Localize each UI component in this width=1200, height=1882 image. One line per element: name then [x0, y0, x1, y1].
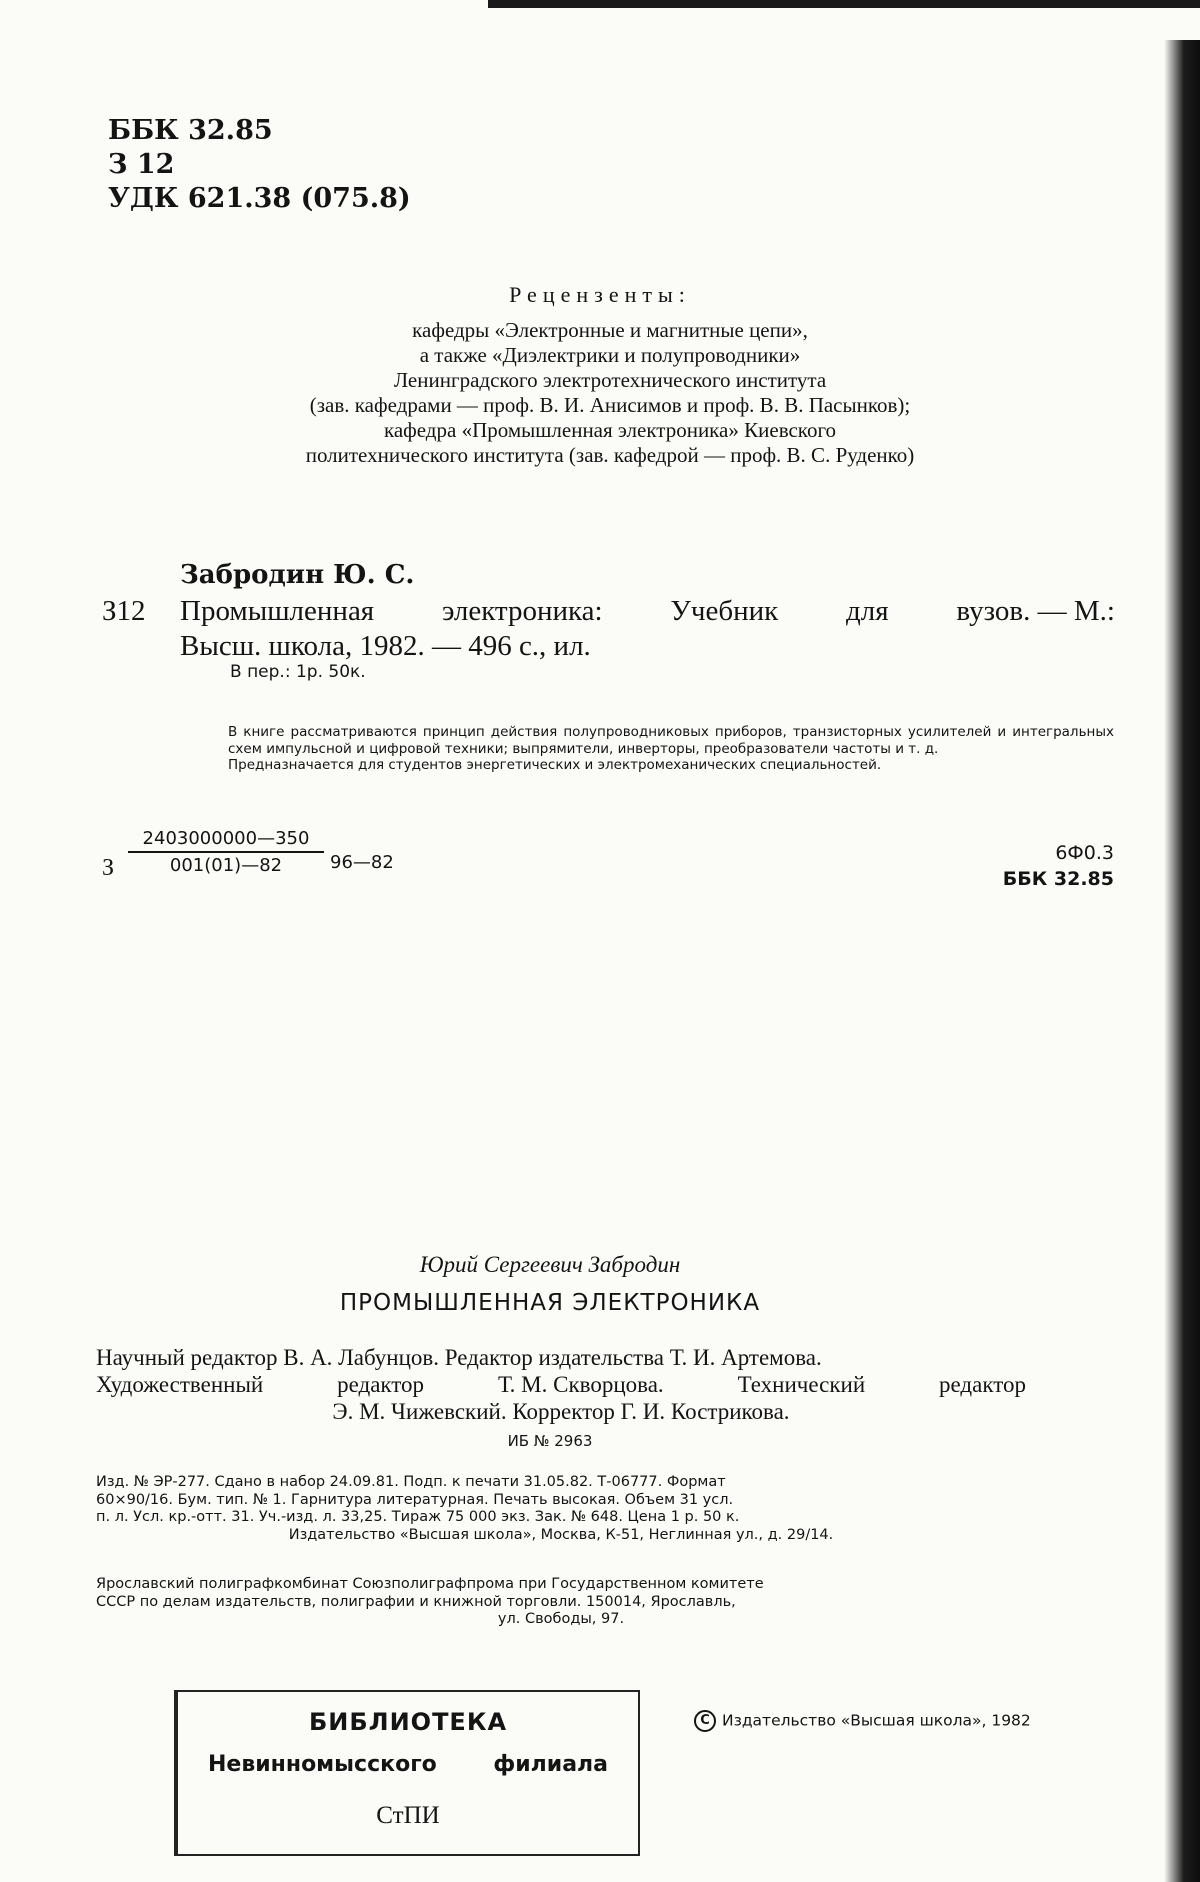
imprint-line: 60×90/16. Бум. тип. № 1. Гарнитура литературная. Печать высокая. Объем 31 усл. — [96, 1491, 734, 1508]
reviewer-line: политехнического института (зав. кафедрой — проф. В. С. Руденко) — [305, 443, 915, 467]
editors-line: Э. М. Чижевский. Корректор Г. И. Кострикова. — [332, 1399, 790, 1424]
stamp-word: Невинномысского — [208, 1752, 437, 1777]
annotation-audience: Предназначается для студентов энергетических и электромеханических специальностей. — [228, 757, 882, 773]
title-word: Учебник — [670, 595, 779, 627]
reviewer-line: кафедра «Промышленная электроника» Киевского — [383, 418, 837, 442]
reviewer-line: (зав. кафедрами — проф. В. И. Анисимов и проф. В. В. Пасынков); — [309, 393, 911, 417]
annotation-text: В книге рассматриваются принцип действия полупроводниковых приборов, транзисторных усилителей и интегральных схем импульсной и цифровой техники; выпрямители, инверторы, преобразователи частоты и т. д. — [228, 724, 1114, 757]
imprint-block — [96, 1474, 1026, 1544]
editors-line: Научный редактор В. А. Лабунцов. Редактор издательства Т. И. Артемова. — [96, 1345, 822, 1370]
index-letter: З — [102, 855, 115, 881]
top-edge-bar — [488, 0, 1200, 8]
editors-block — [96, 1344, 1026, 1425]
author-sign: З 12 — [108, 149, 175, 180]
scan-edge-shadow — [1164, 40, 1200, 1882]
printer-line: СССР по делам издательств, полиграфии и книжной торговли. 150014, Ярославль, — [96, 1593, 736, 1610]
reviewers-list — [160, 318, 1060, 468]
colophon-title: ПРОМЫШЛЕННАЯ ЭЛЕКТРОНИКА — [339, 1290, 761, 1316]
catalog-code: З12 — [102, 595, 146, 627]
reviewer-line: Ленинградского электротехнического института — [393, 368, 827, 392]
stamp-line: СтПИ — [376, 1802, 440, 1829]
editors-word: Технический — [737, 1372, 866, 1397]
editors-word: редактор — [939, 1372, 1026, 1397]
catalog-author: Забродин Ю. С. — [180, 560, 415, 590]
editors-word: Т. М. Скворцова. — [497, 1372, 664, 1397]
title-word: Промышленная — [180, 595, 375, 627]
code-6f03: 6Ф0.3 — [1055, 842, 1114, 864]
copyright — [694, 1710, 1031, 1732]
stamp-word: филиала — [493, 1752, 608, 1777]
stamp-line: БИБЛИОТЕКА — [308, 1708, 508, 1736]
right-codes — [1003, 840, 1114, 892]
udk-code: УДК 621.38 (075.8) — [108, 183, 411, 214]
index-tail: 96—82 — [330, 852, 394, 873]
catalog-title — [180, 594, 1115, 664]
catalog-price: В пер.: 1р. 50к. — [230, 662, 366, 682]
title-word: вузов. — М.: — [956, 595, 1115, 627]
bbk-code: ББК 32.85 — [108, 115, 273, 146]
catalog-title-line2: Высш. школа, 1982. — 496 с., ил. — [180, 630, 591, 662]
code-bbk: ББК 32.85 — [1002, 868, 1114, 890]
copyright-icon: C — [694, 1710, 716, 1732]
printer-block — [96, 1576, 1026, 1629]
classification-block — [108, 114, 411, 216]
ib-number: ИБ № 2963 — [507, 1432, 593, 1450]
index-numerator: 2403000000—350 — [128, 828, 324, 853]
editors-word: Художественный — [96, 1372, 264, 1397]
printer-line: ул. Свободы, 97. — [497, 1611, 625, 1627]
reviewer-line: а также «Диэлектрики и полупроводники» — [419, 343, 801, 367]
editors-word: редактор — [337, 1372, 425, 1397]
title-word: для — [846, 595, 889, 627]
copyright-text: Издательство «Высшая школа», 1982 — [722, 1711, 1031, 1730]
stamp-line — [208, 1752, 608, 1777]
reviewers-heading: Рецензенты: — [509, 282, 691, 307]
title-word: электроника: — [441, 595, 603, 627]
annotation — [228, 724, 1114, 774]
editors-line — [96, 1371, 1026, 1398]
colophon-author: Юрий Сергеевич Забродин — [419, 1252, 681, 1277]
imprint-line: п. л. Усл. кр.-отт. 31. Уч.-изд. л. 33,25. Тираж 75 000 экз. Зак. № 648. Цена 1 р. 50 к. — [96, 1509, 740, 1525]
printer-line: Ярославский полиграфкомбинат Союзполиграфпрома при Государственном комитете — [96, 1576, 764, 1592]
reviewer-line: кафедры «Электронные и магнитные цепи», — [412, 318, 808, 342]
imprint-line: Издательство «Высшая школа», Москва, К-51, Неглинная ул., д. 29/14. — [288, 1526, 834, 1543]
library-stamp — [174, 1690, 640, 1856]
imprint-line: Изд. № ЭР-277. Сдано в набор 24.09.81. Подп. к печати 31.05.82. Т-06777. Формат — [96, 1474, 726, 1490]
index-denominator: 001(01)—82 — [169, 855, 283, 876]
catalog-title-line1 — [180, 594, 1115, 629]
index-fraction — [128, 828, 324, 876]
